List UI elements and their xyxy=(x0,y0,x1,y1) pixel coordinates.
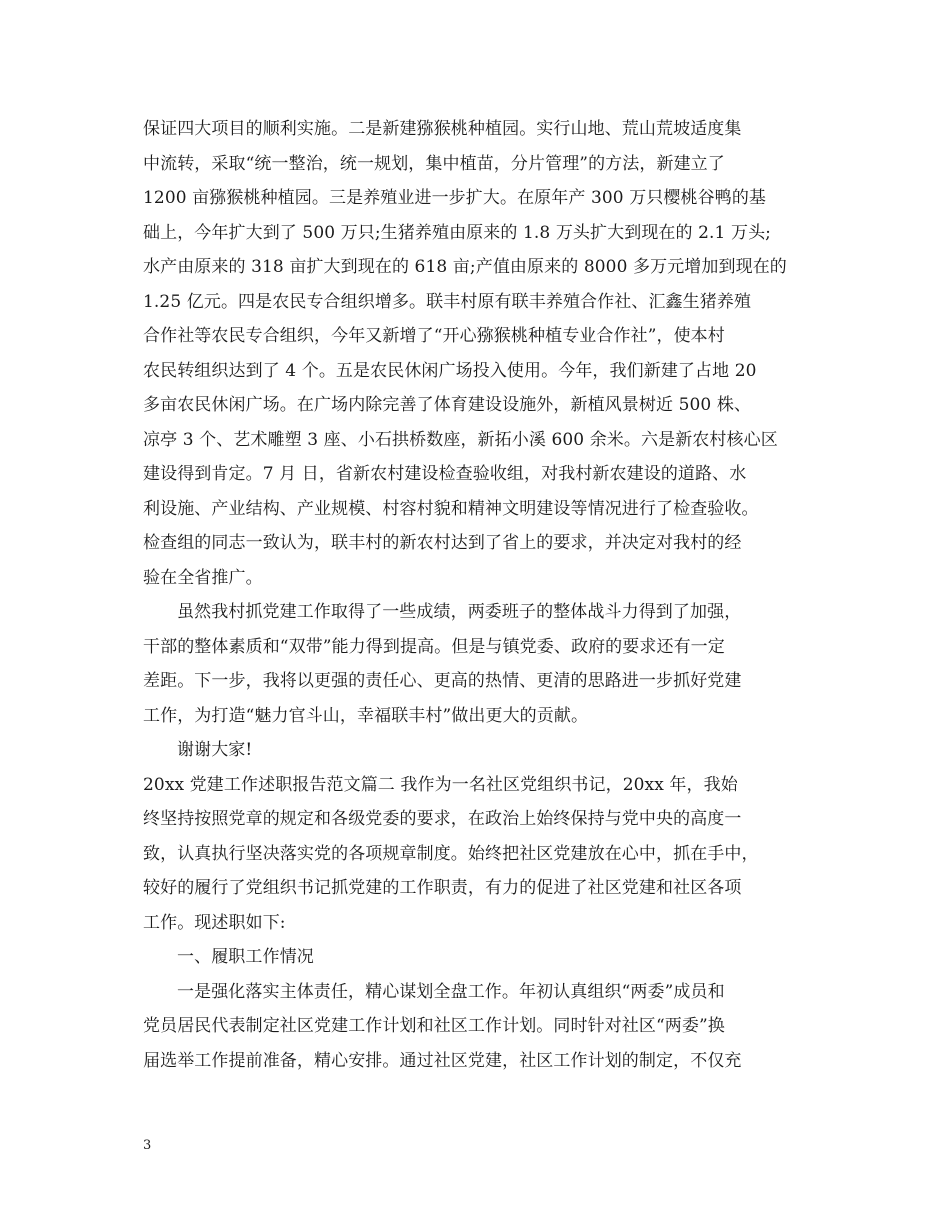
text-line: 工作。现述职如下: xyxy=(143,912,286,933)
text-line: 较好的履行了党组织书记抓党建的工作职责，有力的促进了社区党建和社区各项 xyxy=(143,878,742,898)
text-line: 中流转，采取“统一整治，统一规划，集中植苗，分片管理”的方法，新建立了 xyxy=(143,153,725,174)
text-line: 合作社等农民专合组织，今年又新增了“开心猕猴桃种植专业合作社”，使本村 xyxy=(143,326,725,346)
text-line: 利设施、产业结构、产业规模、村容村貌和精神文明建设等情况进行了检查验收。 xyxy=(143,498,759,519)
text-line: 保证四大项目的顺利实施。二是新建猕猴桃种植园。实行山地、荒山荒坡适度集 xyxy=(143,119,742,139)
text-line: 差距。下一步，我将以更强的责任心、更高的热情、更清的思路进一步抓好党建 xyxy=(143,671,742,691)
text-line: 建设得到肯定。7 月 日，省新农村建设检查验收组，对我村新农建设的道路、水 xyxy=(143,464,747,484)
text-line: 一、履职工作情况 xyxy=(177,947,314,967)
text-line: 水产由原来的 318 亩扩大到现在的 618 亩;产值由原来的 8000 多万元增加到现在的 xyxy=(143,257,787,277)
text-line: 20xx 党建工作述职报告范文篇二 我作为一名社区党组织书记，20xx 年，我始 xyxy=(143,774,738,795)
text-line: 农民转组织达到了 4 个。五是农民休闲广场投入使用。今年，我们新建了占地 20 xyxy=(143,360,757,381)
text-line: 届选举工作提前准备，精心安排。通过社区党建，社区工作计划的制定，不仅充 xyxy=(143,1050,742,1071)
text-line: 党员居民代表制定社区党建工作计划和社区工作计划。同时针对社区“两委”换 xyxy=(143,1016,725,1036)
text-line: 终坚持按照党章的规定和各级党委的要求，在政治上始终保持与党中央的高度一 xyxy=(143,809,742,829)
text-line: 础上，今年扩大到了 500 万只;生猪养殖由原来的 1.8 万头扩大到现在的 2.1 万头; xyxy=(143,222,771,243)
text-line: 凉亭 3 个、艺术雕塑 3 座、小石拱桥数座，新拓小溪 600 余米。六是新农村核心区 xyxy=(143,429,778,450)
text-line: 一是强化落实主体责任，精心谋划全盘工作。年初认真组织“两委”成员和 xyxy=(177,981,725,1002)
text-line: 验在全省推广。 xyxy=(143,567,263,588)
text-line: 干部的整体素质和“双带”能力得到提高。但是与镇党委、政府的要求还有一定 xyxy=(143,636,725,657)
text-line: 1200 亩猕猴桃种植园。三是养殖业进一步扩大。在原年产 300 万只樱桃谷鸭的基 xyxy=(143,188,767,208)
text-line: 谢谢大家! xyxy=(177,740,253,760)
text-line: 1.25 亿元。四是农民专合组织增多。联丰村原有联丰养殖合作社、汇鑫生猪养殖 xyxy=(143,291,752,312)
page-number: 3 xyxy=(143,1138,152,1153)
text-line: 致，认真执行坚决落实党的各项规章制度。始终把社区党建放在心中，抓在手中， xyxy=(143,843,759,864)
document-body xyxy=(143,112,833,1078)
text-line: 多亩农民休闲广场。在广场内除完善了体育建设设施外，新植风景树近 500 株、 xyxy=(143,395,752,415)
text-line: 检查组的同志一致认为，联丰村的新农村达到了省上的要求，并决定对我村的经 xyxy=(143,533,742,553)
text-line: 虽然我村抓党建工作取得了一些成绩，两委班子的整体战斗力得到了加强， xyxy=(177,602,742,622)
text-line: 工作，为打造“魅力官斗山，幸福联丰村”做出更大的贡献。 xyxy=(143,705,589,726)
